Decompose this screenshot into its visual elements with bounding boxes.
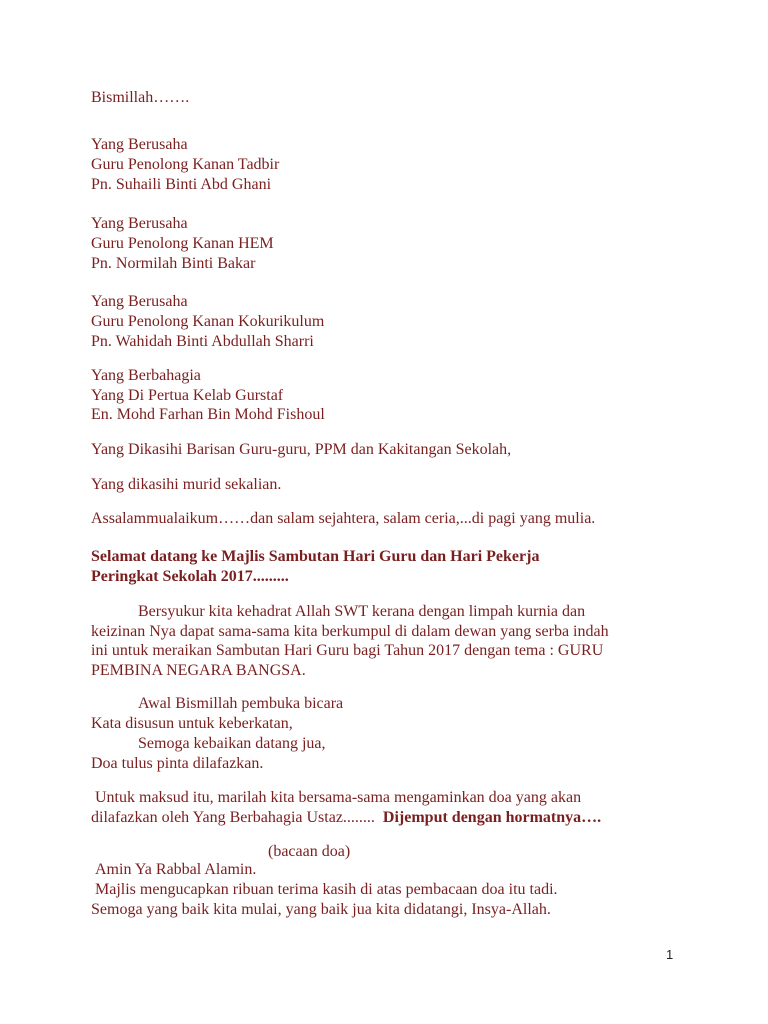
opening-text: Bismillah……. [91, 89, 190, 106]
dignitary-name: En. Mohd Farhan Bin Mohd Fishoul [91, 406, 325, 423]
invitation-emphasis: Dijemput dengan hormatnya…. [382, 809, 602, 826]
dignitary-position: Guru Penolong Kanan Kokurikulum [91, 313, 325, 330]
invitation-line [91, 808, 601, 828]
gratitude-line: ini untuk meraikan Sambutan Hari Guru bagi Tahun 2017 dengan tema : GURU [91, 642, 604, 659]
poem-line: Kata disusun untuk keberkatan, [91, 715, 293, 732]
dignitary-salutation: Yang Berusaha [91, 215, 188, 232]
prayer-note: (bacaan doa) [268, 843, 351, 860]
poem-line: Semoga kebaikan datang jua, [138, 735, 326, 752]
gratitude-line: Bersyukur kita kehadrat Allah SWT kerana dengan limpah kurnia dan [138, 603, 586, 620]
dignitary-name: Pn. Wahidah Binti Abdullah Sharri [91, 333, 314, 350]
welcome-line: Selamat datang ke Majlis Sambutan Hari Guru dan Hari Pekerja [91, 548, 540, 565]
greeting-students: Yang dikasihi murid sekalian. [91, 476, 282, 493]
page-number: 1 [666, 947, 674, 962]
greeting-teachers: Yang Dikasihi Barisan Guru-guru, PPM dan Kakitangan Sekolah, [91, 441, 512, 458]
gratitude-line: PEMBINA NEGARA BANGSA. [91, 662, 306, 679]
dignitary-salutation: Yang Berusaha [91, 293, 188, 310]
invitation-text: dilafazkan oleh Yang Berbahagia Ustaz........ [91, 809, 375, 826]
poem-line: Awal Bismillah pembuka bicara [138, 695, 344, 712]
dignitary-salutation: Yang Berusaha [91, 136, 188, 153]
closing-amin: Amin Ya Rabbal Alamin. [95, 861, 257, 878]
dignitary-position: Yang Di Pertua Kelab Gurstaf [91, 387, 284, 404]
dignitary-position: Guru Penolong Kanan HEM [91, 235, 274, 252]
poem-line: Doa tulus pinta dilafazkan. [91, 755, 264, 772]
closing-thanks: Majlis mengucapkan ribuan terima kasih di atas pembacaan doa itu tadi. [95, 881, 558, 898]
greeting-salam: Assalammualaikum……dan salam sejahtera, salam ceria,...di pagi yang mulia. [91, 510, 596, 527]
welcome-line: Peringkat Sekolah 2017......... [91, 568, 289, 585]
dignitary-salutation: Yang Berbahagia [91, 367, 201, 384]
gratitude-line: keizinan Nya dapat sama-sama kita berkumpul di dalam dewan yang serba indah [91, 623, 609, 640]
dignitary-name: Pn. Suhaili Binti Abd Ghani [91, 176, 272, 193]
closing-hope: Semoga yang baik kita mulai, yang baik jua kita didatangi, Insya-Allah. [91, 901, 551, 918]
invitation-line: Untuk maksud itu, marilah kita bersama-sama mengaminkan doa yang akan [95, 789, 582, 806]
dignitary-position: Guru Penolong Kanan Tadbir [91, 156, 280, 173]
dignitary-name: Pn. Normilah Binti Bakar [91, 255, 256, 272]
